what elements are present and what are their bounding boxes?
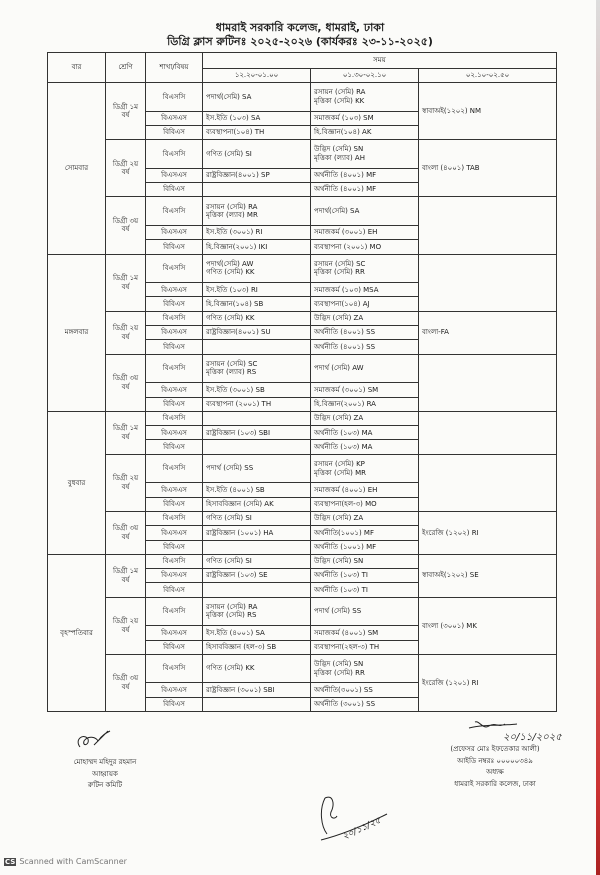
subject-entry: রসায়ন (সেমি) KP <box>314 460 365 469</box>
branch-cell: বিবিএস <box>146 125 203 139</box>
subject-entry: ব্যবস্থাপনা (২০০১) MO <box>314 242 382 251</box>
period-1-cell <box>203 569 311 583</box>
subject-entry: মৃত্তিকা (সেমি) MR <box>314 468 366 477</box>
period-2-cell <box>311 683 419 697</box>
subject-entry: অর্থনীতি (১০৩) MA <box>314 442 373 451</box>
subject-entry: রাষ্ট্রবিজ্ঞান(৪০০১) SU <box>206 328 271 337</box>
table-row <box>48 254 557 283</box>
period-2-cell <box>311 197 419 226</box>
subject-entry: হি.বিজ্ঞান(১০৪) AK <box>314 128 372 137</box>
subject-entry: মৃত্তিকা (ল্যাব) RS <box>206 368 257 377</box>
subject-entry: অর্থনীতি (১০৩) TI <box>314 571 368 580</box>
branch-cell: বিএসএস <box>146 626 203 640</box>
camscanner-watermark <box>4 857 127 866</box>
period-3-cell: বাংলা (৩০০১) MK <box>419 597 557 654</box>
period-2-cell <box>311 297 419 311</box>
subject-entry: ব্যবস্থাপনা(১০৪) TH <box>206 128 265 137</box>
class-cell: ডিগ্রী ১ম বর্ষ <box>106 411 146 454</box>
period-3-cell <box>419 197 557 254</box>
subject-entry: অর্থনীতি (৩০০১) SS <box>314 700 376 709</box>
period-1-cell <box>203 654 311 683</box>
subject-entry: উদ্ভিদ (সেমি) SN <box>314 145 364 154</box>
subject-entry: মৃত্তিকা (সেমি) RS <box>206 611 257 620</box>
period-3-cell: স্বাবাঅই(১২০২) NM <box>419 83 557 140</box>
period-3-cell <box>419 454 557 511</box>
period-3-cell: বাংলা (৪০০১) TAB <box>419 140 557 197</box>
subject-entry: রাষ্ট্রবিজ্ঞান (১০৩) SBI <box>206 428 271 437</box>
subject-entry: অর্থনীতি (১০৩) TI <box>314 585 368 594</box>
period-2-cell <box>311 354 419 383</box>
scan-edge <box>596 0 600 875</box>
period-1-cell <box>203 697 311 711</box>
subject-entry: সমাজকর্ম (১০৩) SM <box>314 113 374 122</box>
day-cell: মঙ্গলবার <box>48 254 106 411</box>
subject-entry: অর্থনীতি (৪০০১) MF <box>314 171 377 180</box>
subject-entry: গণিত (সেমি) KK <box>206 268 255 277</box>
period-1-cell <box>203 683 311 697</box>
middle-signature-date: ২০/১১/২৫ <box>341 815 383 843</box>
period-2-cell <box>311 440 419 454</box>
branch-cell: বিবিএস <box>146 640 203 654</box>
subject-entry: সমাজকর্ম (৪০০১) SM <box>314 628 379 637</box>
period-1-cell <box>203 454 311 483</box>
period-1-cell <box>203 197 311 226</box>
subject-entry: গণিত (সেমি) SI <box>206 149 252 158</box>
principal-signature-date: ২০/১১/২০২৫ <box>503 732 562 743</box>
principal-name: (প্রফেসর মোঃ ইফতেকার আলী) <box>450 745 540 753</box>
branch-cell: বিএসএস <box>146 168 203 182</box>
class-routine-table <box>47 52 557 712</box>
subject-entry: উদ্ভিদ (সেমি) ZA <box>314 314 364 323</box>
table-row <box>48 554 557 568</box>
period-2-cell <box>311 340 419 354</box>
table-row <box>48 511 557 525</box>
principal-signature <box>465 718 562 746</box>
subject-entry: অর্থনীতি(১০০১) MF <box>314 528 374 537</box>
period-1-cell <box>203 554 311 568</box>
branch-cell: বিবিএস <box>146 340 203 354</box>
subject-entry: পদার্থ (সেমি) SS <box>206 464 254 473</box>
class-cell: ডিগ্রী ২য় বর্ষ <box>106 454 146 511</box>
period-2-cell <box>311 511 419 525</box>
subject-entry: পদার্থ (সেমি) SS <box>314 607 362 616</box>
subject-entry: ইস.ইতি (৪০০১) SA <box>206 628 265 637</box>
period-1-cell <box>203 511 311 525</box>
header-class: শ্রেণি <box>106 53 146 83</box>
period-2-cell <box>311 626 419 640</box>
period-1-cell <box>203 183 311 197</box>
period-3-cell <box>419 254 557 311</box>
subject-entry: ইস.ইতি (৪০০১) SB <box>206 485 265 494</box>
period-2-cell <box>311 225 419 239</box>
period-2-cell <box>311 583 419 597</box>
subject-entry: হিসাববিজ্ঞান (হল-৩) SB <box>206 642 277 651</box>
period-2-cell <box>311 411 419 425</box>
class-cell: ডিগ্রী ২য় বর্ষ <box>106 311 146 354</box>
class-cell: ডিগ্রী ১ম বর্ষ <box>106 254 146 311</box>
period-2-cell <box>311 597 419 626</box>
branch-cell: বিএসএস <box>146 225 203 239</box>
subject-entry: পদার্থ(সেমি) AW <box>206 259 254 268</box>
camscanner-logo: CS <box>5 858 16 866</box>
branch-cell: বিবিএস <box>146 183 203 197</box>
period-1-cell <box>203 540 311 554</box>
branch-cell: বিএসএস <box>146 426 203 440</box>
branch-cell: বিএসএস <box>146 569 203 583</box>
period-1-cell <box>203 168 311 182</box>
branch-cell: বিএসসি <box>146 197 203 226</box>
period-1-cell <box>203 497 311 511</box>
subject-entry: হি.বিজ্ঞান(২০০১) RA <box>314 399 376 408</box>
branch-cell: বিএসসি <box>146 454 203 483</box>
principal-college: ধামরাই সরকারি কলেজ, ঢাকা <box>454 779 536 788</box>
branch-cell: বিএসসি <box>146 354 203 383</box>
subject-entry: রসায়ন (সেমি) SC <box>314 259 366 268</box>
class-cell: ডিগ্রী ১ম বর্ষ <box>106 554 146 597</box>
period-2-cell <box>311 125 419 139</box>
subject-entry: সমাজকর্ম (১০৩) MSA <box>314 285 379 294</box>
period-1-cell <box>203 483 311 497</box>
class-cell: ডিগ্রী ৩য় বর্ষ <box>106 197 146 254</box>
subject-entry: রসায়ন (সেমি) RA <box>314 88 366 97</box>
period-2-cell <box>311 497 419 511</box>
subject-entry: গণিত (সেমি) SI <box>206 514 252 523</box>
branch-cell: বিএসসি <box>146 254 203 283</box>
period-1-cell <box>203 311 311 325</box>
period-2-cell <box>311 569 419 583</box>
period-1-cell <box>203 225 311 239</box>
branch-cell: বিবিএস <box>146 297 203 311</box>
subject-entry: উদ্ভিদ (সেমি) ZA <box>314 414 364 423</box>
period-1-cell <box>203 254 311 283</box>
principal-id: আইডি নম্বরঃ ০০০০০৩৪৯ <box>457 756 533 765</box>
period-1-cell <box>203 426 311 440</box>
subject-entry: রাষ্ট্রবিজ্ঞান (১০০১) HA <box>206 528 274 537</box>
convener-role: আহ্বায়ক <box>92 769 118 778</box>
subject-entry: মৃত্তিকা (সেমি) RR <box>314 268 365 277</box>
period-1-cell <box>203 397 311 411</box>
subject-entry: অর্থনীতি (৪০০১) SS <box>314 342 376 351</box>
branch-cell: বিএসসি <box>146 140 203 169</box>
period-3-cell: বাংলা-FA <box>419 311 557 354</box>
table-row <box>48 354 557 383</box>
period-1-cell <box>203 583 311 597</box>
branch-cell: বিএসএস <box>146 483 203 497</box>
period-1-cell <box>203 340 311 354</box>
subject-entry: গণিত (সেমি) KK <box>206 664 255 673</box>
header-day: বার <box>48 53 106 83</box>
subject-entry: সমাজকর্ম (৪০০১) EH <box>314 485 378 494</box>
branch-cell: বিবিএস <box>146 440 203 454</box>
subject-entry: উদ্ভিদ (সেমি) SN <box>314 660 364 669</box>
class-cell: ডিগ্রী ৩য় বর্ষ <box>106 511 146 554</box>
period-1-cell <box>203 626 311 640</box>
subject-entry: রসায়ন (সেমি) RA <box>206 602 258 611</box>
period-2-cell <box>311 183 419 197</box>
table-row <box>48 197 557 226</box>
subject-entry: অর্থনীতি (১০০১) MF <box>314 542 377 551</box>
branch-cell: বিএসসি <box>146 83 203 112</box>
period-2-cell <box>311 168 419 182</box>
period-3-cell: স্বাবাঅই(১২০২) SE <box>419 554 557 597</box>
subject-entry: অর্থনীতি (১০৩) MA <box>314 428 373 437</box>
branch-cell: বিবিএস <box>146 583 203 597</box>
subject-entry: রাষ্ট্রবিজ্ঞান(৪০০১) SP <box>206 171 270 180</box>
period-2-cell <box>311 240 419 254</box>
class-cell: ডিগ্রী ৩য় বর্ষ <box>106 354 146 411</box>
period-1-cell <box>203 140 311 169</box>
period-2-cell <box>311 554 419 568</box>
period-3-cell <box>419 411 557 454</box>
table-row <box>48 654 557 683</box>
subject-entry: হি.বিজ্ঞান(১০৪) SB <box>206 299 264 308</box>
period-2-cell <box>311 654 419 683</box>
period-1-cell <box>203 383 311 397</box>
period-2-cell <box>311 697 419 711</box>
class-cell: ডিগ্রী ২য় বর্ষ <box>106 140 146 197</box>
branch-cell: বিবিএস <box>146 497 203 511</box>
convener-name: মোহাম্মদ মহিদুর রহমান <box>73 758 137 766</box>
period-1-cell <box>203 283 311 297</box>
table-row <box>48 83 557 112</box>
class-cell: ডিগ্রী ২য় বর্ষ <box>106 597 146 654</box>
period-1-cell <box>203 526 311 540</box>
period-1-cell <box>203 111 311 125</box>
class-cell: ডিগ্রী ৩য় বর্ষ <box>106 654 146 711</box>
header-period-1: ১২.২০-০১.০০ <box>203 69 311 83</box>
period-2-cell <box>311 426 419 440</box>
period-2-cell <box>311 540 419 554</box>
header-period-2: ০১.৩০-০২.১০ <box>311 69 419 83</box>
subject-entry: রসায়ন (সেমি) SC <box>206 359 258 368</box>
subject-entry: গণিত (সেমি) KK <box>206 314 255 323</box>
period-2-cell <box>311 454 419 483</box>
convener-committee: রুটিন কমিটি <box>87 781 123 789</box>
camscanner-text: Scanned with CamScanner <box>19 857 127 866</box>
period-1-cell <box>203 440 311 454</box>
branch-cell: বিএসএস <box>146 111 203 125</box>
subject-entry: ব্যবস্থাপনা(হল-৩) MO <box>314 500 377 508</box>
period-1-cell <box>203 297 311 311</box>
period-2-cell <box>311 383 419 397</box>
period-2-cell <box>311 111 419 125</box>
subject-entry: গণিত (সেমি) SI <box>206 557 252 566</box>
subject-entry: রাষ্ট্রবিজ্ঞান (৩০০১) SBI <box>206 685 275 694</box>
college-name: ধামরাই সরকারি কলেজ, ধামরাই, ঢাকা <box>215 21 385 34</box>
table-row <box>48 454 557 483</box>
subject-entry: রসায়ন (সেমি) RA <box>206 202 258 211</box>
middle-signature <box>315 790 395 845</box>
branch-cell: বিএসসি <box>146 654 203 683</box>
branch-cell: বিবিএস <box>146 397 203 411</box>
subject-entry: উদ্ভিদ (সেমি) ZA <box>314 514 364 523</box>
period-1-cell <box>203 83 311 112</box>
period-1-cell <box>203 326 311 340</box>
subject-entry: মৃত্তিকা (ল্যাব) AH <box>314 153 365 162</box>
period-2-cell <box>311 283 419 297</box>
subject-entry: হি.বিজ্ঞান(২০০১) IKI <box>206 242 268 251</box>
subject-entry: পদার্থ(সেমি) SA <box>314 206 360 215</box>
branch-cell: বিএসসি <box>146 511 203 525</box>
day-cell: সোমবার <box>48 83 106 255</box>
table-row <box>48 411 557 425</box>
subject-entry: অর্থনীতি (৪০০১) SS <box>314 328 376 337</box>
branch-cell: বিএসসি <box>146 411 203 425</box>
subject-entry: ইস.ইতি (১০৩) RI <box>206 285 258 294</box>
branch-cell: বিবিএস <box>146 540 203 554</box>
period-2-cell <box>311 140 419 169</box>
period-2-cell <box>311 326 419 340</box>
principal-role: অধ্যক্ষ <box>486 768 504 776</box>
period-2-cell <box>311 254 419 283</box>
period-3-cell: ইংরেজি (১২০১) RI <box>419 654 557 711</box>
subject-entry: মৃত্তিকা (ল্যাব) MR <box>206 211 258 220</box>
period-1-cell <box>203 411 311 425</box>
period-2-cell <box>311 83 419 112</box>
subject-entry: উদ্ভিদ (সেমি) SN <box>314 557 364 566</box>
branch-cell: বিএসএস <box>146 283 203 297</box>
subject-entry: পদার্থ (সেমি) AW <box>314 364 364 373</box>
header-period-3: ০২.১০-০২.৫০ <box>419 69 557 83</box>
period-2-cell <box>311 483 419 497</box>
subject-entry: ব্যবস্থাপনা(১০৪) AJ <box>314 299 370 308</box>
period-1-cell <box>203 640 311 654</box>
subject-entry: সমাজকর্ম (৩০০১) SM <box>314 385 379 394</box>
table-row <box>48 140 557 169</box>
branch-cell: বিবিএস <box>146 697 203 711</box>
class-cell: ডিগ্রী ১ম বর্ষ <box>106 83 146 140</box>
routine-title: ডিগ্রি ক্লাস রুটিনঃ ২০২৫-২০২৬ (কার্যকরঃ ২৩-১১-২০২৫) <box>167 35 433 48</box>
subject-entry: ইস.ইতি (১০৩) SA <box>206 113 261 122</box>
branch-cell: বিএসসি <box>146 554 203 568</box>
subject-entry: ইস.ইতি (৩০০১) SB <box>206 385 265 394</box>
branch-cell: বিবিএস <box>146 240 203 254</box>
period-1-cell <box>203 125 311 139</box>
subject-entry: ইস.ইতি (৩০০১) RI <box>206 228 263 237</box>
branch-cell: বিএসসি <box>146 311 203 325</box>
subject-entry: রাষ্ট্রবিজ্ঞান (১০৩) SE <box>206 571 268 580</box>
branch-cell: বিএসএস <box>146 383 203 397</box>
subject-entry: অর্থনীতি(৩০০১) SS <box>314 685 373 694</box>
period-1-cell <box>203 597 311 626</box>
subject-entry: ব্যবস্থাপনা(২হল-৩) TH <box>314 642 380 651</box>
period-1-cell <box>203 240 311 254</box>
subject-entry: অর্থনীতি (৪০০১) MF <box>314 185 377 194</box>
period-3-cell: ইংরেজি (১২০২) RI <box>419 511 557 554</box>
subject-entry: হিসাববিজ্ঞান (সেমি) AK <box>206 500 274 508</box>
subject-entry: মৃত্তিকা (সেমি) KK <box>314 96 365 105</box>
branch-cell: বিএসএস <box>146 526 203 540</box>
branch-cell: বিএসসি <box>146 597 203 626</box>
table-row <box>48 311 557 325</box>
day-cell: বৃহস্পতিবার <box>48 554 106 711</box>
period-2-cell <box>311 526 419 540</box>
branch-cell: বিএসএস <box>146 683 203 697</box>
convener-signature <box>72 727 117 755</box>
period-2-cell <box>311 397 419 411</box>
period-2-cell <box>311 640 419 654</box>
branch-cell: বিএসএস <box>146 326 203 340</box>
subject-entry: পদার্থ(সেমি) SA <box>206 92 252 101</box>
period-3-cell <box>419 354 557 411</box>
day-cell: বুধবার <box>48 411 106 554</box>
period-1-cell <box>203 354 311 383</box>
subject-entry: মৃত্তিকা (সেমি) RR <box>314 668 365 677</box>
subject-entry: সমাজকর্ম (৩০০১) EH <box>314 228 378 237</box>
header-time: সময় <box>203 53 557 69</box>
header-branch: শাখা/বিষয় <box>146 53 203 83</box>
table-row <box>48 597 557 626</box>
period-2-cell <box>311 311 419 325</box>
subject-entry: ব্যবস্থাপনা (২০০১) TH <box>206 399 272 408</box>
